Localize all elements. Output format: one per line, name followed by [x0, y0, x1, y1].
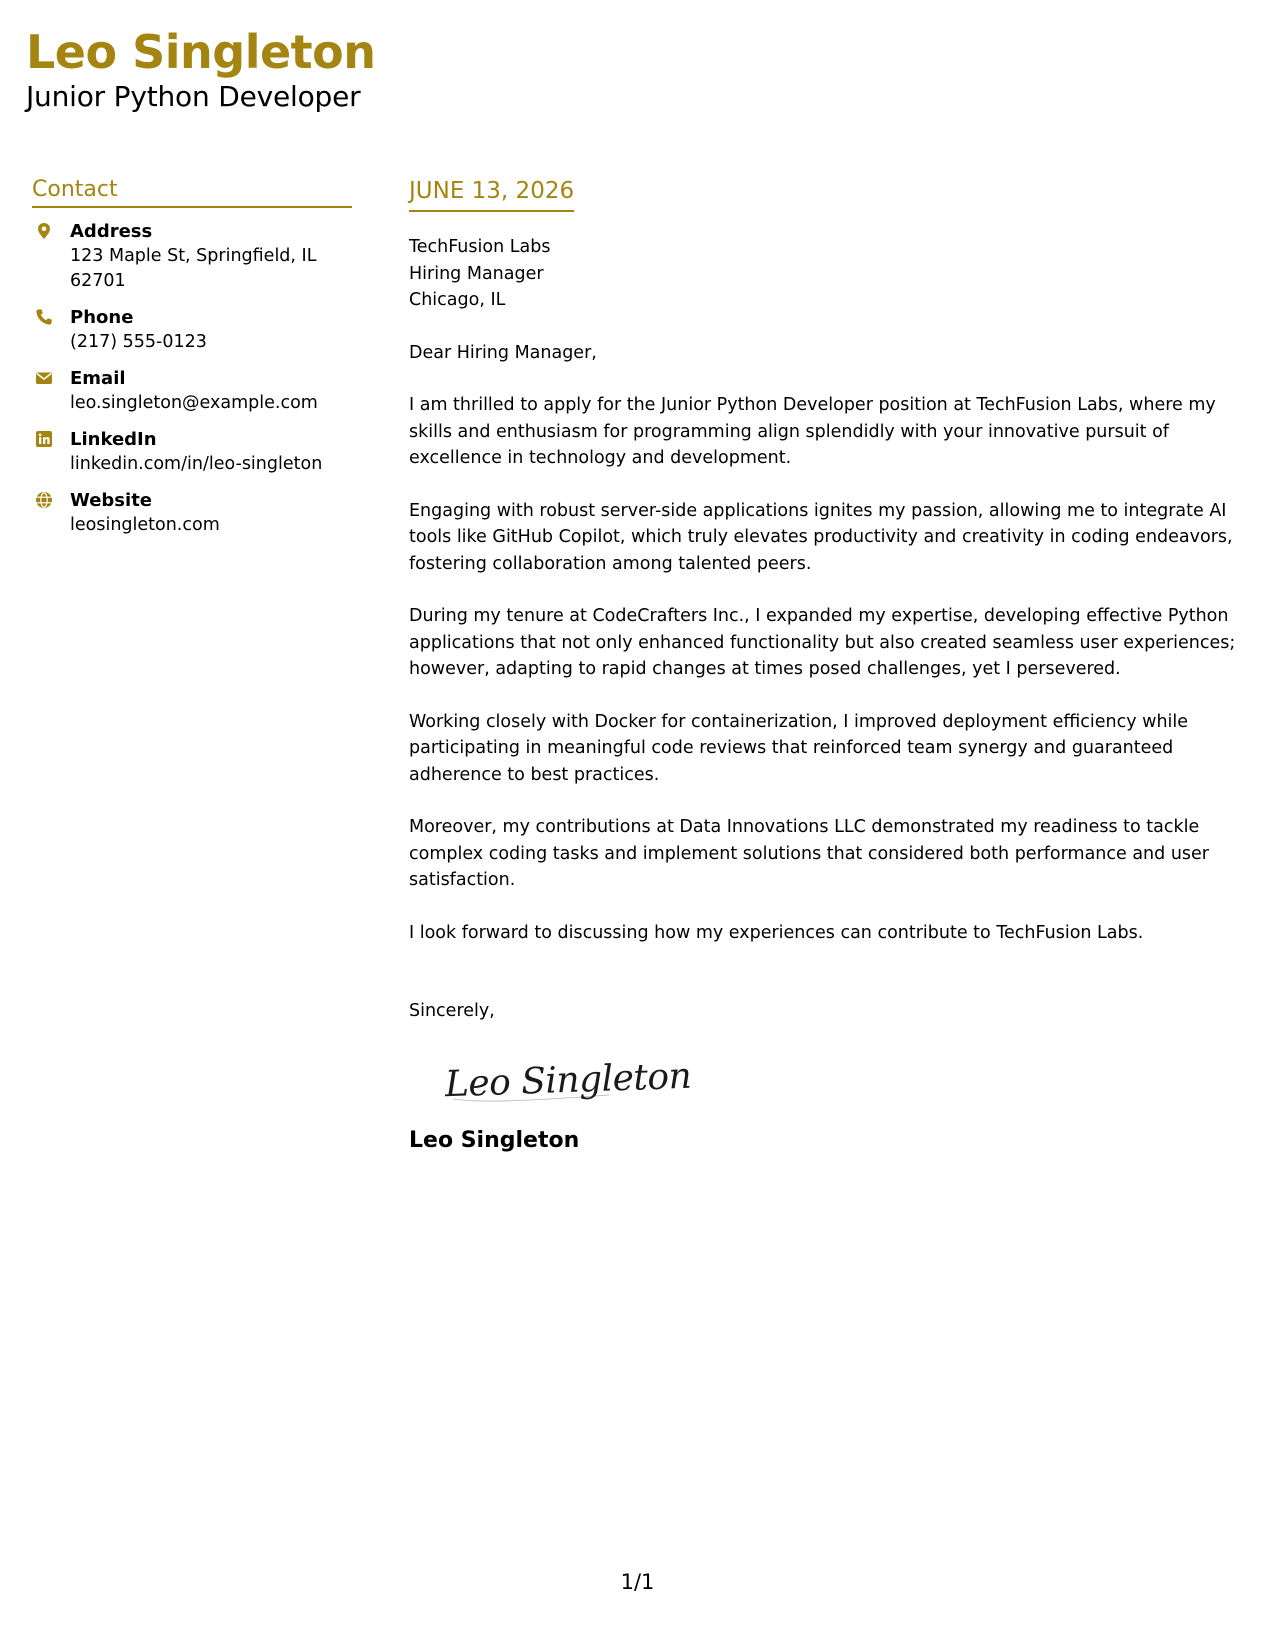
contact-label: Email: [70, 368, 126, 389]
contact-label: Address: [70, 221, 153, 242]
email-value: leo.singleton@example.com: [70, 393, 318, 413]
linkedin-icon: [35, 430, 53, 448]
recipient-role: Hiring Manager: [409, 263, 544, 284]
contact-item-phone: [32, 306, 352, 355]
linkedin-value: linkedin.com/in/leo-singleton: [70, 454, 323, 474]
contact-sidebar: [32, 176, 352, 550]
contact-item-linkedin: [32, 428, 352, 477]
phone-value: (217) 555-0123: [70, 332, 207, 352]
contact-item-email: [32, 367, 352, 416]
letter-paragraph: I am thrilled to apply for the Junior Python Developer position at TechFusion Labs, where my skills and enthusiasm for programming align splendidly with your innovative pursuit of excellence in technology and development.: [409, 395, 1216, 468]
page-number: 1/1: [620, 1570, 655, 1594]
website-value: leosingleton.com: [70, 515, 220, 535]
closing: Sincerely,: [409, 1001, 495, 1021]
contact-item-address: [32, 220, 352, 294]
job-title: Junior Python Developer: [26, 80, 361, 113]
contact-label: Phone: [70, 307, 134, 328]
envelope-icon: [35, 369, 53, 387]
handwritten-signature: [439, 1045, 1249, 1119]
salutation: Dear Hiring Manager,: [409, 342, 597, 363]
signature-text: Leo Singleton: [444, 1055, 692, 1105]
applicant-name: Leo Singleton: [26, 25, 376, 79]
contact-label: Website: [70, 490, 153, 511]
letter-paragraph: I look forward to discussing how my experiences can contribute to TechFusion Labs.: [409, 922, 1144, 943]
address-value: 123 Maple St, Springfield, IL 62701: [70, 246, 317, 291]
resume-header: [26, 24, 376, 114]
letter-paragraph: Engaging with robust server-side applications ignites my passion, allowing me to integrate AI tools like GitHub Copilot, which truly elevates productivity and creativity in coding endeavors, fostering collaboration among talented peers.: [409, 500, 1233, 574]
recipient-block: [409, 234, 1249, 314]
recipient-location: Chicago, IL: [409, 290, 506, 310]
letter-date: JUNE 13, 2026: [409, 176, 574, 212]
letter-paragraph: During my tenure at CodeCrafters Inc., I expanded my expertise, developing effective Python applications that not only enhanced functionality but also created seamless user experiences; however, adapting to rapid changes at times posed challenges, yet I persevered.: [409, 606, 1236, 679]
globe-icon: [35, 491, 53, 509]
map-pin-icon: [35, 222, 53, 240]
phone-icon: [35, 308, 53, 326]
letter-paragraph: Moreover, my contributions at Data Innovations LLC demonstrated my readiness to tackle complex coding tasks and implement solutions that considered both performance and user satisfaction.: [409, 817, 1209, 890]
cover-letter-body: [409, 176, 1249, 1155]
recipient-company: TechFusion Labs: [409, 237, 551, 257]
contact-item-website: [32, 489, 352, 538]
signer-name: Leo Singleton: [409, 1127, 580, 1153]
contact-heading: Contact: [32, 176, 352, 208]
letter-paragraph: Working closely with Docker for containerization, I improved deployment efficiency while participating in meaningful code reviews that reinforced team synergy and guaranteed adherence to best practices.: [409, 711, 1189, 785]
contact-label: LinkedIn: [70, 429, 157, 450]
